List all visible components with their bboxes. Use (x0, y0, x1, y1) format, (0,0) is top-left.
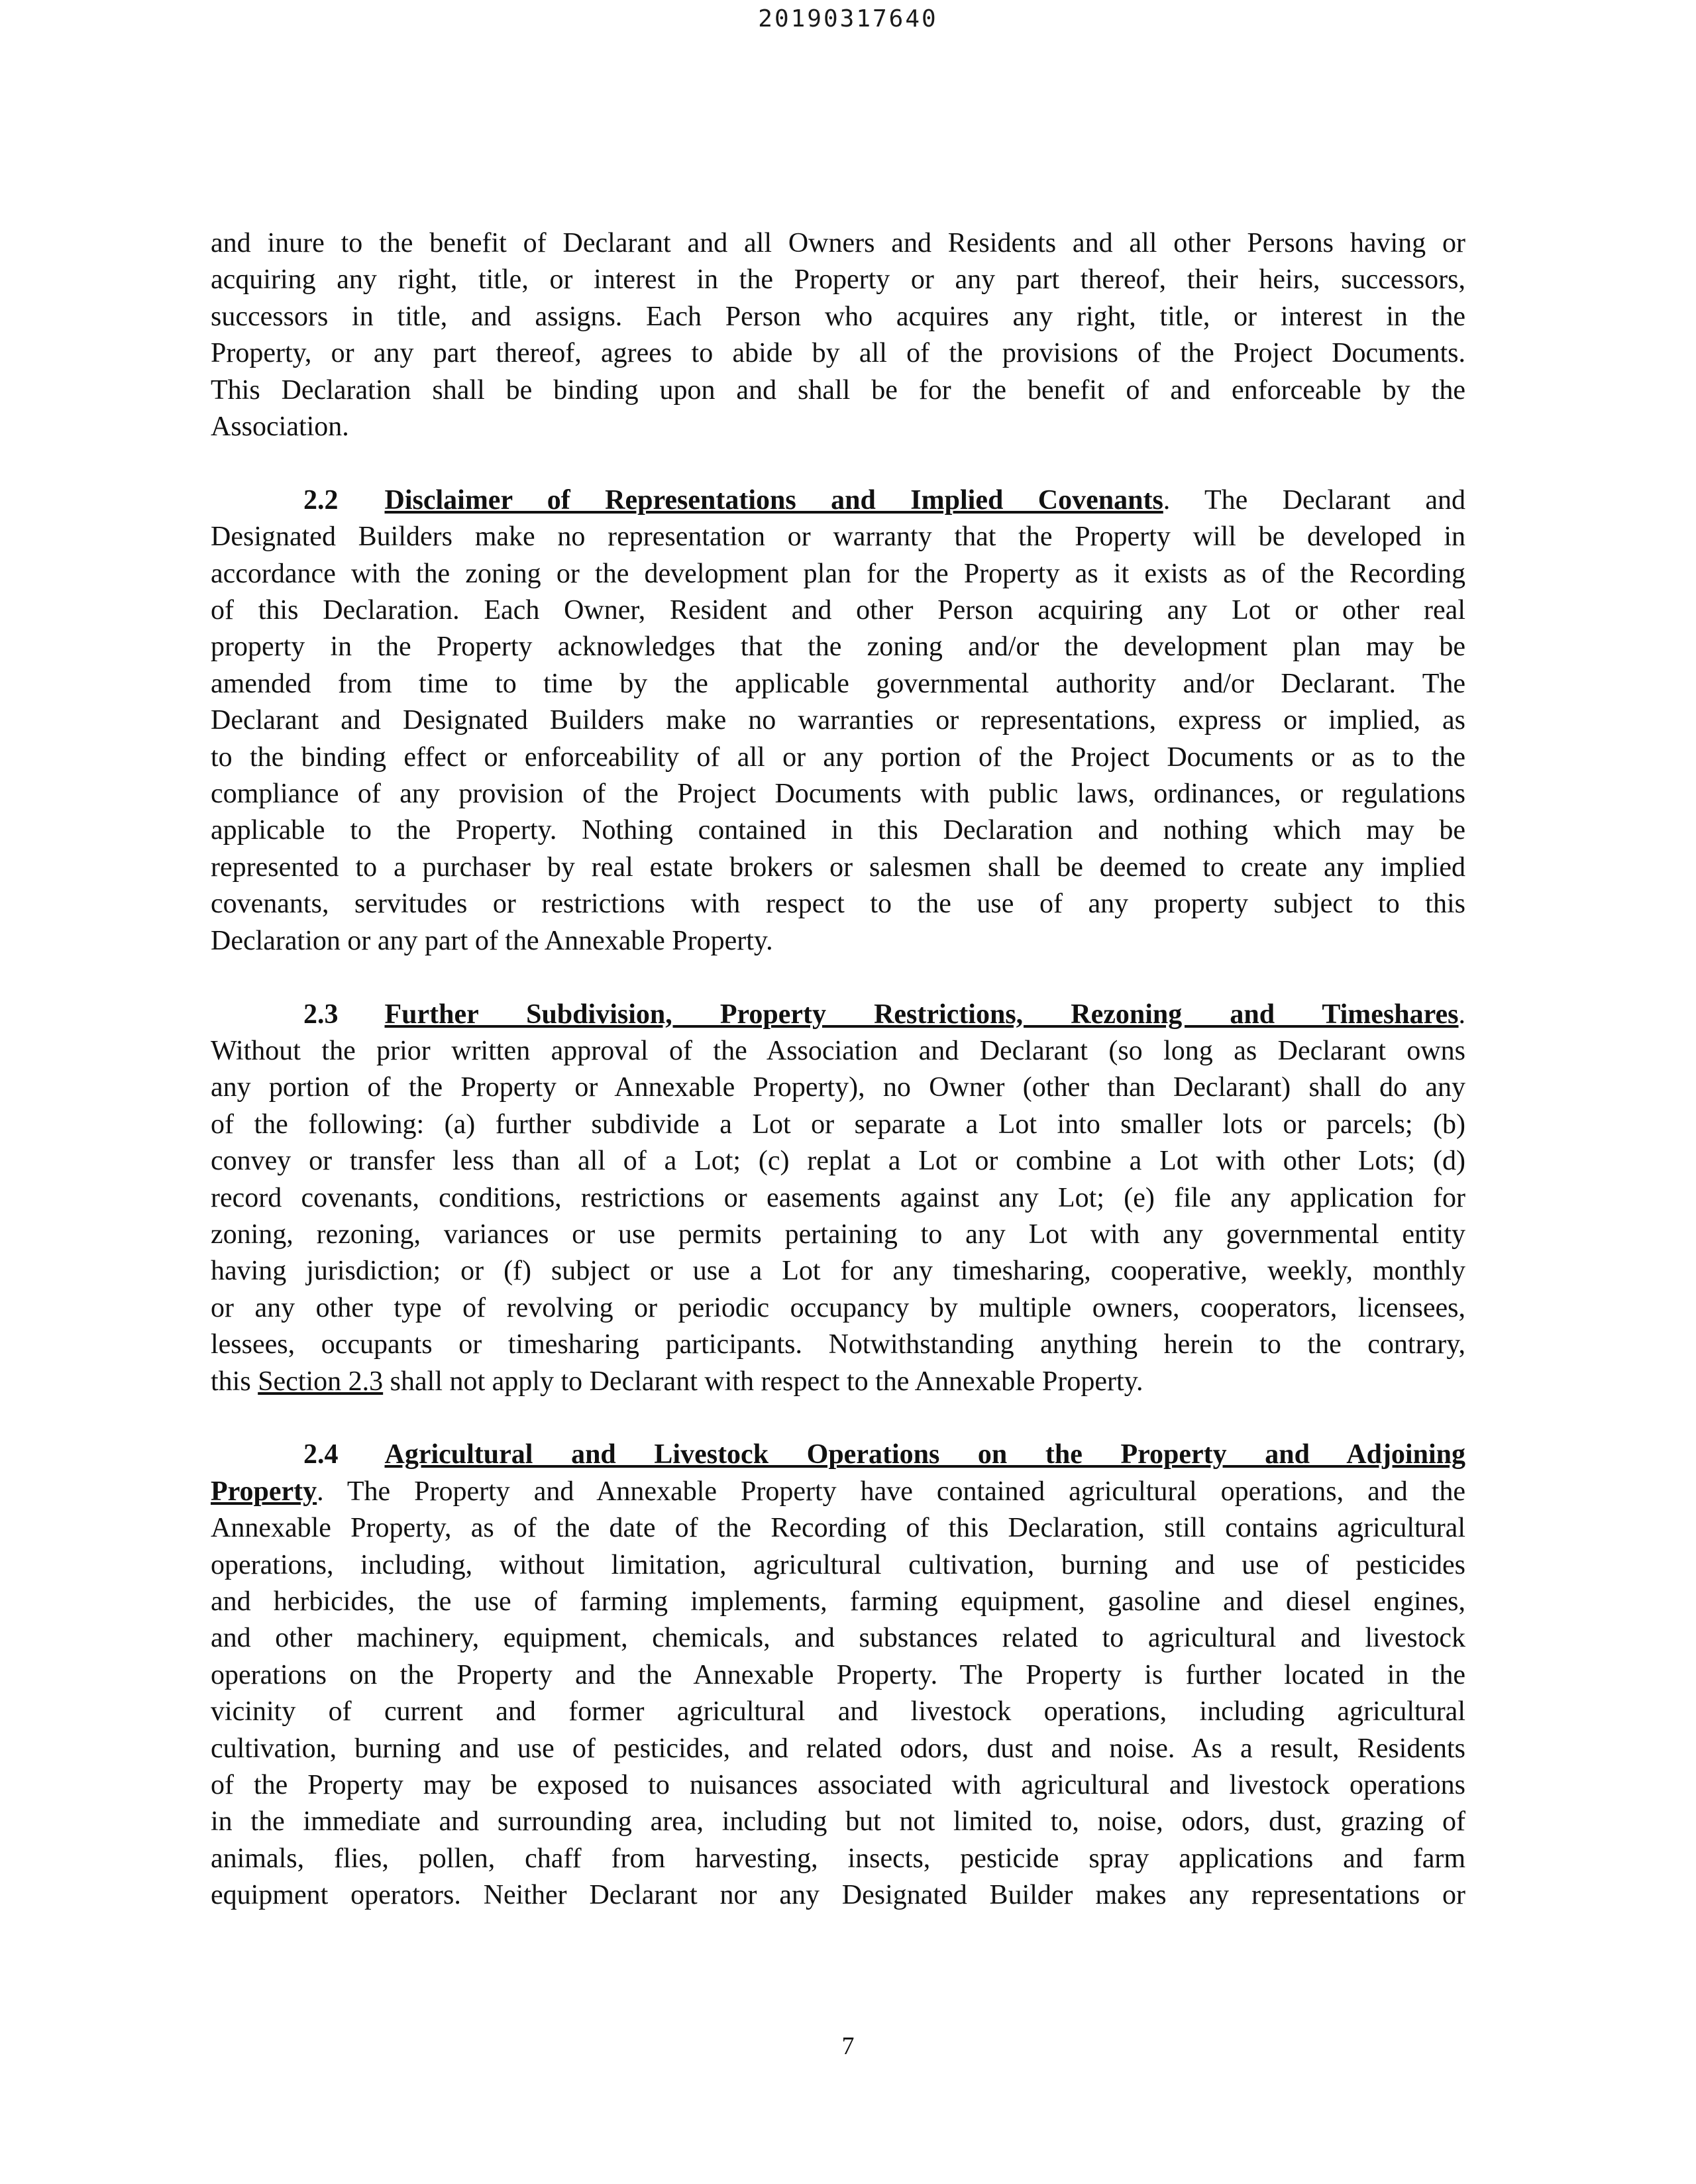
text-line: Designated Builders make no representation or warranty that the Property will be developed in (211, 521, 1465, 553)
section-2-3 (211, 997, 1465, 1400)
text-line: compliance of any provision of the Project Documents with public laws, ordinances, or regulations (211, 779, 1465, 810)
document-body (211, 225, 1465, 1914)
section-title: Agricultural and Livestock Operations on the Property and Adjoining (384, 1439, 1465, 1470)
text-line: property in the Property acknowledges that the zoning and/or the development plan may be (211, 631, 1465, 663)
paragraph-continuation (211, 225, 1465, 445)
text-line: and inure to the benefit of Declarant and all Owners and Residents and all other Persons having or (211, 228, 1465, 258)
text-line: having jurisdiction; or (f) subject or use a Lot for any timesharing, cooperative, weekly, monthly (211, 1256, 1465, 1287)
text-line: applicable to the Property. Nothing contained in this Declaration and nothing which may be (211, 815, 1465, 846)
section-cross-reference: Section 2.3 (258, 1366, 384, 1397)
text-line: vicinity of current and former agricultural and livestock operations, including agricultural (211, 1696, 1465, 1727)
text-line: lessees, occupants or timesharing participants. Notwithstanding anything herein to the contrary, (211, 1329, 1465, 1360)
text-line: animals, flies, pollen, chaff from harvesting, insects, pesticide spray applications and farm (211, 1843, 1465, 1874)
document-number: 20190317640 (758, 5, 938, 32)
text-line: operations, including, without limitation, agricultural cultivation, burning and use of pesticides (211, 1549, 1465, 1580)
text-line: of the Property may be exposed to nuisances associated with agricultural and livestock operations (211, 1770, 1465, 1801)
text-line: Association. (211, 411, 349, 443)
section-title-continued: Property (211, 1476, 317, 1507)
text-line: and other machinery, equipment, chemicals, and substances related to agricultural and livestock (211, 1623, 1465, 1654)
text-segment: shall not apply to Declarant with respect to the Annexable Property. (383, 1366, 1143, 1397)
text-line: operations on the Property and the Annexable Property. The Property is further located in the (211, 1659, 1465, 1690)
text-line: covenants, servitudes or restrictions with respect to the use of any property subject to this (211, 889, 1465, 920)
section-heading-line (211, 1437, 1465, 1473)
section-first-line-text: The Declarant and (1170, 484, 1465, 516)
text-line: or any other type of revolving or periodic occupancy by multiple owners, cooperators, licensees, (211, 1292, 1465, 1323)
section-second-line-text: The Property and Annexable Property have contained agricultural operations, and the (323, 1476, 1465, 1507)
text-line: convey or transfer less than all of a Lot; (c) replat a Lot or combine a Lot with other Lots; (d) (211, 1146, 1465, 1177)
section-number: 2.2 (303, 484, 339, 516)
text-line: accordance with the zoning or the development plan for the Property as it exists as of the Recording (211, 558, 1465, 589)
section-title-period: . (1458, 999, 1465, 1030)
text-line: This Declaration shall be binding upon and shall be for the benefit of and enforceable by the (211, 374, 1465, 406)
text-line: Annexable Property, as of the date of the Recording of this Declaration, still contains agricultural (211, 1513, 1465, 1544)
text-line: to the binding effect or enforceability of all or any portion of the Project Documents or as to the (211, 741, 1465, 773)
section-2-4 (211, 1437, 1465, 1914)
text-line: in the immediate and surrounding area, including but not limited to, noise, odors, dust, grazing of (211, 1806, 1465, 1837)
section-title-period: . (1163, 484, 1171, 516)
text-line: of this Declaration. Each Owner, Resident and other Person acquiring any Lot or other real (211, 595, 1465, 626)
text-line: zoning, rezoning, variances or use permits pertaining to any Lot with any governmental entity (211, 1219, 1465, 1250)
section-title: Further Subdivision, Property Restrictions, Rezoning and Timeshares (384, 999, 1459, 1030)
text-line: and herbicides, the use of farming implements, farming equipment, gasoline and diesel engines, (211, 1586, 1465, 1617)
text-line: successors in title, and assigns. Each Person who acquires any right, title, or interest in the (211, 301, 1465, 332)
text-line: Declarant and Designated Builders make no warranties or representations, express or implied, as (211, 705, 1465, 736)
text-line: Declaration or any part of the Annexable Property. (211, 925, 773, 956)
text-line: record covenants, conditions, restrictions or easements against any Lot; (e) file any application for (211, 1182, 1465, 1213)
section-2-2 (211, 482, 1465, 959)
text-line: amended from time to time by the applicable governmental authority and/or Declarant. The (211, 668, 1465, 699)
section-title-period: . (317, 1476, 324, 1507)
section-heading-line (211, 997, 1465, 1033)
text-line: of the following: (a) further subdivide a Lot or separate a Lot into smaller lots or parcels; (b) (211, 1109, 1465, 1140)
text-line: any portion of the Property or Annexable Property), no Owner (other than Declarant) shall do any (211, 1072, 1465, 1103)
section-heading-line-continued (211, 1474, 1465, 1510)
section-number: 2.3 (303, 999, 339, 1030)
section-number: 2.4 (303, 1439, 339, 1470)
text-line: acquiring any right, title, or interest in the Property or any part thereof, their heirs, successors, (211, 264, 1465, 296)
text-line: Property, or any part thereof, agrees to abide by all of the provisions of the Project Documents. (211, 338, 1465, 369)
section-title: Disclaimer of Representations and Implied Covenants (384, 484, 1163, 516)
text-line: represented to a purchaser by real estate brokers or salesmen shall be deemed to create any implied (211, 851, 1465, 883)
text-segment: this (211, 1366, 258, 1397)
section-heading-line (211, 482, 1465, 519)
text-line: Without the prior written approval of the Association and Declarant (so long as Declarant owns (211, 1035, 1465, 1066)
text-line: equipment operators. Neither Declarant nor any Designated Builder makes any representations or (211, 1880, 1465, 1911)
page-number: 7 (841, 2032, 855, 2060)
text-line (211, 1364, 1465, 1400)
text-line: cultivation, burning and use of pesticides, and related odors, dust and noise. As a result, Residents (211, 1733, 1465, 1764)
